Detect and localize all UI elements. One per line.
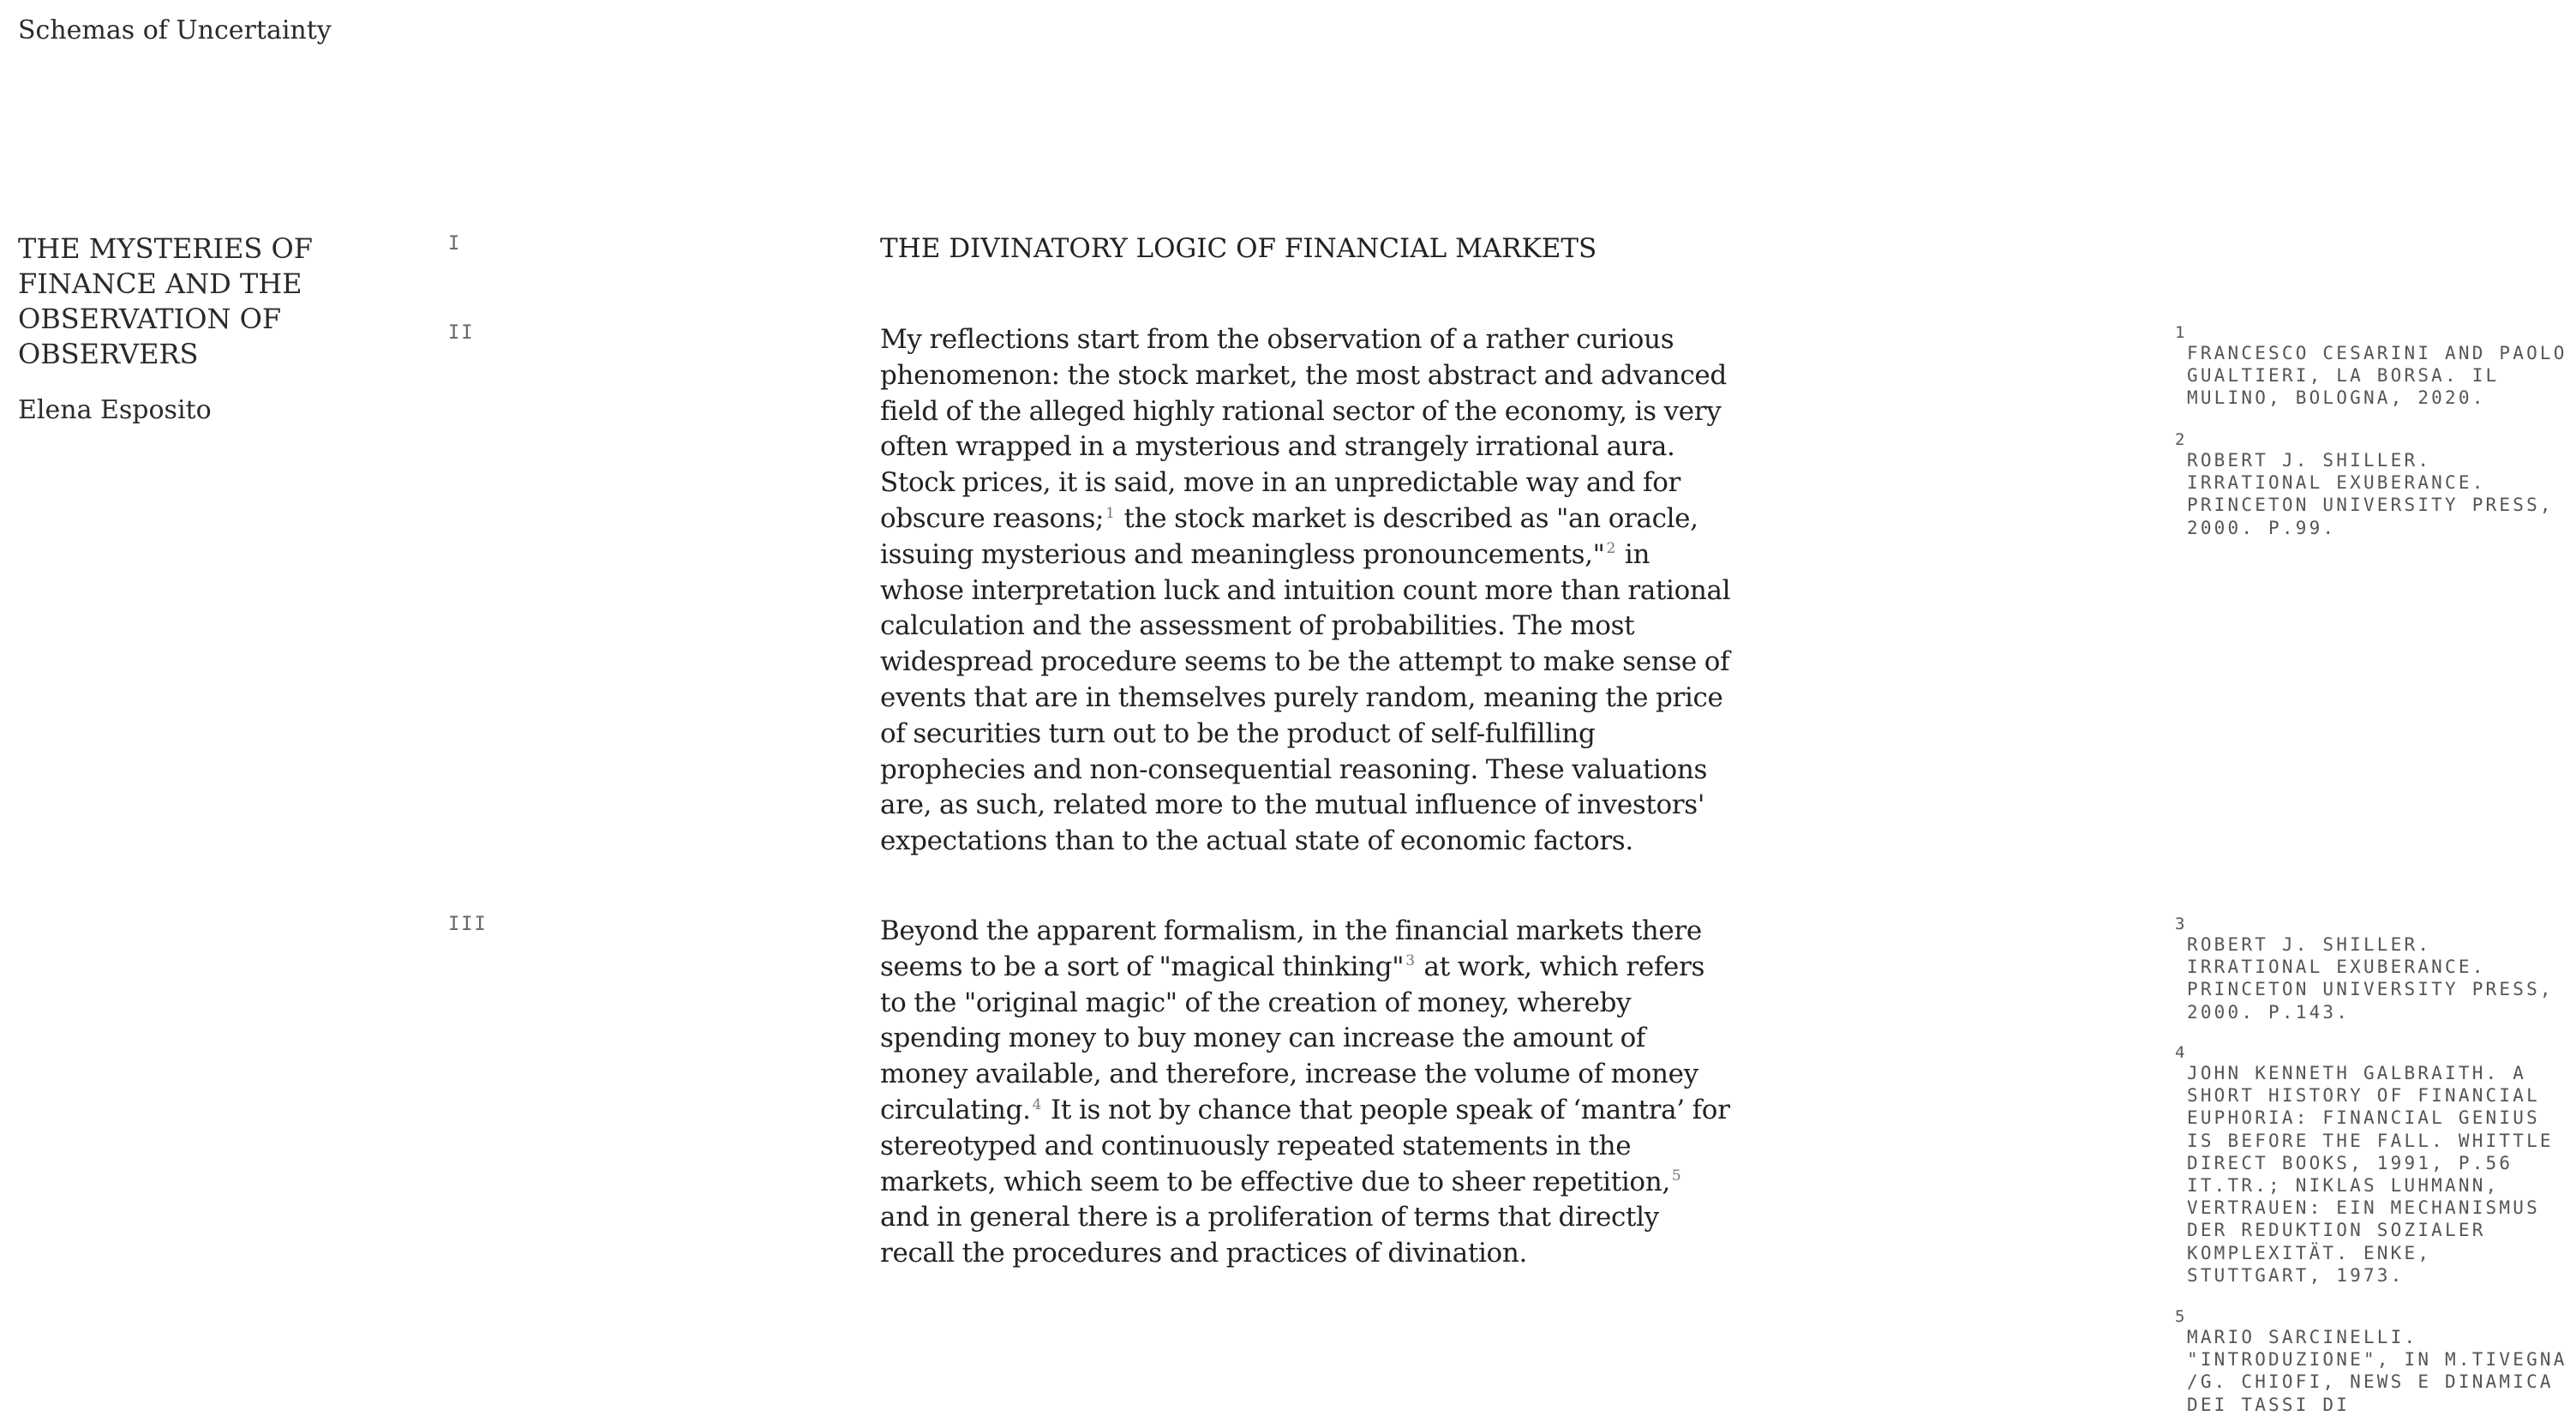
- footnote-ref-4[interactable]: 4: [1032, 1095, 1042, 1113]
- footnote-text: MARIO SARCINELLI. "INTRODUZIONE", IN M.TIVEGNA /G. CHIOFI, NEWS E DINAMICA DEI TASSI DI: [2187, 1327, 2567, 1415]
- footnote-number: 4: [2175, 1043, 2185, 1062]
- footnote-number: 3: [2175, 915, 2185, 933]
- footnote-text: ROBERT J. SHILLER. IRRATIONAL EXUBERANCE. PRINCETON UNIVERSITY PRESS, 2000. P.99.: [2187, 450, 2554, 538]
- footnote-text: ROBERT J. SHILLER. IRRATIONAL EXUBERANCE. PRINCETON UNIVERSITY PRESS, 2000. P.143.: [2187, 934, 2554, 1023]
- paragraph-text: in whose interpretation luck and intuition count more than rational calculation and the assessment of probabilities. The most widespread procedure seems to be the attempt to make sense of events that are in themselves purely random, meaning the price of securities turn out to be the product of self-fulfilling prophecies and non-consequential reasoning. These valuations are, as such, related more to the mutual influence of investors' expectations than to the actual state of economic factors.: [880, 538, 1731, 857]
- footnote-ref-2[interactable]: 2: [1606, 540, 1616, 558]
- paragraph-text: It is not by chance that people speak of ‘mantra’ for stereotyped and continuously repeated statements in the markets, which seem to be effective due to sheer repetition,: [880, 1094, 1730, 1197]
- paragraph-text: Beyond the apparent formalism, in the financial markets there seems to be a sort of "magical thinking": [880, 915, 1702, 982]
- footnote-3: [2175, 915, 2569, 1023]
- footnote-number: 1: [2175, 323, 2185, 342]
- footnote-2: [2175, 430, 2569, 539]
- footnote-text: FRANCESCO CESARINI AND PAOLO GUALTIERI, LA BORSA. IL MULINO, BOLOGNA, 2020.: [2187, 343, 2567, 409]
- paragraph-text: and in general there is a proliferation of terms that directly recall the procedures and practices of divination.: [880, 1202, 1659, 1269]
- article-title: THE MYSTERIES OF FINANCE AND THE OBSERVATION OF OBSERVERS: [18, 232, 313, 370]
- section-numeral-2[interactable]: II: [448, 322, 475, 344]
- footnote-1: [2175, 323, 2569, 410]
- article-author: Elena Esposito: [18, 395, 212, 425]
- footnote-4: [2175, 1043, 2569, 1287]
- paragraph-text: My reflections start from the observation of a rather curious phenomenon: the stock market, the most abstract and advanced field of the alleged highly rational sector of the economy, is very often wrapped in a mysterious and strangely irrational aura. Stock prices, it is said, move in an unpredictable way and for obscure reasons;: [880, 324, 1727, 534]
- footnote-number: 2: [2175, 430, 2185, 449]
- body-paragraph-1: [880, 322, 1737, 860]
- section-numeral-3[interactable]: III: [448, 914, 488, 935]
- footnote-5: [2175, 1307, 2569, 1416]
- body-paragraph-2: [880, 914, 1737, 1272]
- footnote-text: JOHN KENNETH GALBRAITH. A SHORT HISTORY OF FINANCIAL EUPHORIA: FINANCIAL GENIUS IS BEFORE THE FALL. WHITTLE DIRECT BOOKS, 1991, P.56 IT.TR.; NIKLAS LUHMANN, VERTRAUEN: EIN MECHANISMUS DER REDUKTION SOZIALER KOMPLEXITÄT. ENKE, STUTTGART, 1973.: [2187, 1063, 2554, 1286]
- footnote-ref-1[interactable]: 1: [1105, 504, 1115, 522]
- paragraph-text: the stock market is described as "an oracle, issuing mysterious and meaningless pronouncements,": [880, 502, 1698, 570]
- footnote-number: 5: [2175, 1307, 2185, 1326]
- section-heading: THE DIVINATORY LOGIC OF FINANCIAL MARKETS: [880, 233, 1597, 264]
- footnote-ref-3[interactable]: 3: [1405, 952, 1415, 970]
- footnote-ref-5[interactable]: 5: [1671, 1167, 1681, 1185]
- paragraph-text: at work, which refers to the "original magic" of the creation of money, whereby spending money to buy money can increase the amount of money available, and therefore, increase the volume of money circulating.: [880, 951, 1705, 1125]
- section-numeral-1[interactable]: I: [448, 233, 462, 255]
- site-title[interactable]: Schemas of Uncertainty: [18, 15, 332, 45]
